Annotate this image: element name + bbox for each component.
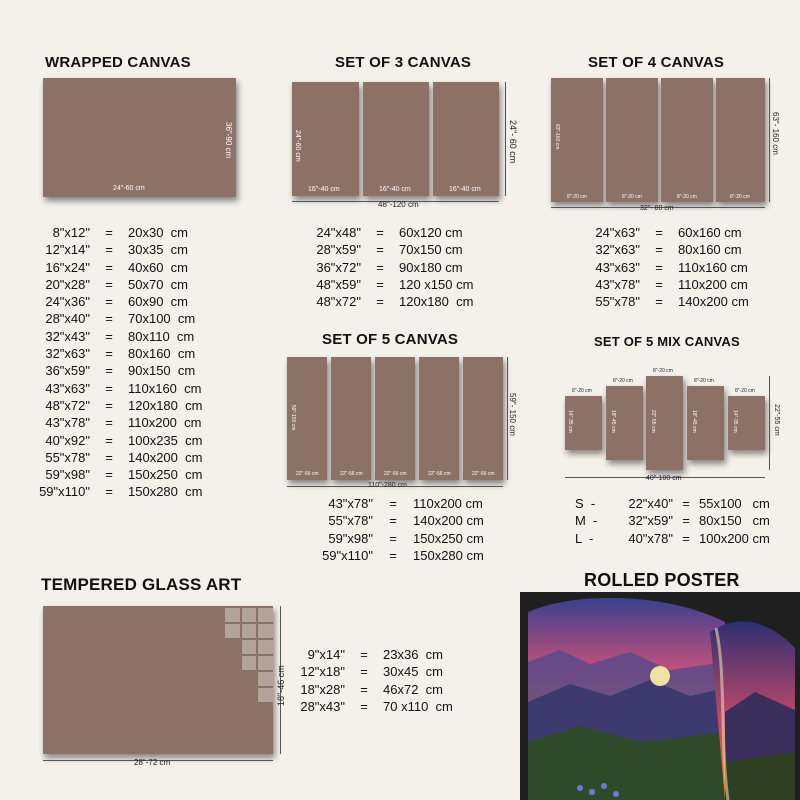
wrapped-size-cell: 150x280 cm bbox=[128, 484, 203, 500]
set5-size-row bbox=[311, 495, 513, 512]
mix5-p3-top: 8"-20 cm bbox=[653, 368, 673, 374]
glass-width-label: 28"-72 cm bbox=[134, 758, 171, 767]
wrapped-size-cell: 80x160 cm bbox=[128, 346, 196, 362]
wrapped-size-cell: = bbox=[105, 276, 113, 292]
wrapped-size-cell: 43"x78" bbox=[45, 415, 90, 431]
set5-height-label: 59"- 150 cm bbox=[508, 393, 517, 436]
wrapped-size-cell: 43"x63" bbox=[45, 380, 90, 396]
rolled-poster-image bbox=[520, 592, 800, 800]
glass-size-list bbox=[293, 646, 473, 715]
set5-size-cell: 140x200 cm bbox=[413, 513, 484, 529]
glass-reflection-grid bbox=[225, 608, 273, 702]
set5-panel-1 bbox=[287, 357, 327, 480]
glass-size-cell: 18"x28" bbox=[300, 681, 345, 697]
glass-size-cell: 46x72 cm bbox=[383, 681, 443, 697]
wrapped-size-cell: 110x200 cm bbox=[128, 415, 202, 431]
wrapped-size-cell: = bbox=[105, 311, 113, 327]
set3-size-cell: = bbox=[376, 259, 384, 275]
set5-panel-5-label: 22"-56 cm bbox=[472, 471, 495, 477]
wrapped-size-cell: = bbox=[105, 363, 113, 379]
set3-title: SET OF 3 CANVAS bbox=[335, 54, 472, 71]
set5-size-cell: = bbox=[389, 513, 397, 529]
set3-size-row bbox=[306, 224, 499, 241]
glass-height-label: 18"-46 cm bbox=[276, 665, 286, 706]
set3-panel-1-label: 16"-40 cm bbox=[308, 186, 340, 193]
wrapped-size-cell: 120x180 cm bbox=[128, 397, 203, 413]
set4-panel-2-label: 8"-20 cm bbox=[622, 194, 642, 200]
wrapped-size-row bbox=[38, 483, 218, 500]
wrapped-size-cell: 8"x12" bbox=[52, 225, 90, 240]
set4-panel-3 bbox=[661, 78, 713, 202]
wrapped-size-cell: 32"x43" bbox=[45, 328, 90, 344]
set4-panel-2 bbox=[606, 78, 658, 202]
set4-size-row bbox=[588, 293, 768, 310]
set4-height-line bbox=[769, 78, 770, 202]
glass-size-cell: = bbox=[360, 664, 368, 680]
wrapped-size-cell: 59"x110" bbox=[39, 484, 90, 500]
mix5-panel-4 bbox=[687, 378, 724, 460]
mix5-height-line bbox=[769, 376, 770, 470]
glass-size-cell: = bbox=[360, 681, 368, 697]
set4-size-cell: 43"x63" bbox=[595, 259, 640, 275]
wrapped-size-cell: = bbox=[105, 397, 113, 413]
set3-size-list bbox=[306, 224, 499, 310]
mix5-size-cell: S - bbox=[575, 496, 596, 511]
mix5-height-label: 22"-55 cm bbox=[773, 404, 780, 436]
glass-size-cell: 28"x43" bbox=[300, 698, 345, 714]
glass-size-row bbox=[293, 663, 473, 680]
wrapped-size-row bbox=[38, 241, 218, 258]
set4-size-cell: 110x160 cm bbox=[678, 259, 748, 275]
wrapped-canvas-panel bbox=[43, 78, 236, 197]
set4-size-cell: 60x160 cm bbox=[678, 225, 742, 240]
set5-size-cell: 150x280 cm bbox=[413, 547, 484, 563]
wrapped-size-cell: 60x90 cm bbox=[128, 294, 188, 310]
wrapped-size-cell: = bbox=[105, 346, 113, 362]
wrapped-size-cell: = bbox=[105, 415, 113, 431]
mix5-p1-side: 14"-35 cm bbox=[567, 410, 573, 433]
set4-height-label: 63"- 160 cm bbox=[771, 112, 780, 155]
mix5-width-label: 40"-100 cm bbox=[646, 475, 682, 482]
wrapped-size-cell: 12"x14" bbox=[45, 242, 90, 258]
set5-size-row bbox=[311, 512, 513, 529]
mix5-size-cell: = bbox=[682, 530, 690, 546]
mix5-size-cell: 80x150 cm bbox=[699, 513, 770, 529]
glass-size-cell: 9"x14" bbox=[307, 647, 345, 662]
wrapped-size-cell: 24"x36" bbox=[45, 294, 90, 310]
wrapped-size-cell: 70x100 cm bbox=[128, 311, 196, 327]
wrapped-size-cell: = bbox=[105, 380, 113, 396]
set5-size-cell: = bbox=[389, 547, 397, 563]
set5-size-cell: = bbox=[389, 496, 397, 511]
set5-panel-2-label: 22"-56 cm bbox=[340, 471, 363, 477]
set5-size-cell: 110x200 cm bbox=[413, 496, 483, 511]
poster-landscape-icon bbox=[520, 592, 800, 800]
set5-size-row bbox=[311, 547, 513, 564]
set3-size-cell: = bbox=[376, 294, 384, 310]
mix5-size-row bbox=[575, 495, 799, 512]
set4-panel-3-label: 8"-20 cm bbox=[677, 194, 697, 200]
poster-title: ROLLED POSTER bbox=[584, 570, 740, 590]
set5-width-label: 110"-280 cm bbox=[368, 482, 407, 489]
wrapped-size-cell: 140x200 cm bbox=[128, 449, 203, 465]
glass-size-row bbox=[293, 646, 473, 663]
wrapped-size-cell: = bbox=[105, 225, 113, 240]
mix5-p1-top: 8"-20 cm bbox=[572, 388, 592, 394]
set4-size-row bbox=[588, 259, 768, 276]
mix5-size-cell: = bbox=[682, 513, 690, 529]
wrapped-size-cell: = bbox=[105, 328, 113, 344]
mix5-size-cell: 55x100 cm bbox=[699, 496, 770, 511]
wrapped-size-cell: 110x160 cm bbox=[128, 380, 202, 396]
set3-size-cell: 90x180 cm bbox=[399, 259, 463, 275]
wrapped-size-row bbox=[38, 380, 218, 397]
set4-size-cell: 140x200 cm bbox=[678, 294, 749, 310]
mix5-title: SET OF 5 MIX CANVAS bbox=[594, 334, 740, 349]
set3-panel-2 bbox=[363, 82, 429, 196]
set4-size-cell: = bbox=[655, 259, 663, 275]
wrapped-canvas-title: WRAPPED CANVAS bbox=[45, 54, 191, 71]
set4-size-cell: = bbox=[655, 242, 663, 258]
wrapped-size-cell: 20x30 cm bbox=[128, 225, 188, 240]
mix5-size-row bbox=[575, 530, 799, 547]
set3-size-cell: = bbox=[376, 225, 384, 240]
mix5-size-cell: 40"x78" bbox=[628, 530, 673, 546]
set4-size-row bbox=[588, 276, 768, 293]
mix5-size-cell: M - bbox=[575, 513, 598, 529]
wrapped-size-cell: = bbox=[105, 242, 113, 258]
wrapped-size-cell: 100x235 cm bbox=[128, 432, 203, 448]
wrapped-size-cell: 28"x40" bbox=[45, 311, 90, 327]
set4-size-cell: = bbox=[655, 294, 663, 310]
wrapped-size-row bbox=[38, 276, 218, 293]
mix5-size-cell: L - bbox=[575, 530, 594, 546]
set5-size-cell: 59"x110" bbox=[322, 547, 373, 563]
wrapped-size-list bbox=[38, 224, 218, 501]
wrapped-size-cell: 59"x98" bbox=[45, 467, 90, 483]
set5-size-list bbox=[311, 495, 513, 564]
wrapped-size-cell: 90x150 cm bbox=[128, 363, 196, 379]
mix5-p5-top: 8"-20 cm bbox=[735, 388, 755, 394]
set4-size-row bbox=[588, 224, 768, 241]
set3-height-label: 24"- 60 cm bbox=[508, 120, 518, 164]
set3-panel-1 bbox=[292, 82, 359, 196]
set5-panel-3-label: 22"-56 cm bbox=[384, 471, 407, 477]
mix5-p5-side: 14"-35 cm bbox=[732, 410, 738, 433]
set5-size-cell: = bbox=[389, 530, 397, 546]
mix5-p2-top: 8"-20 cm bbox=[613, 378, 633, 384]
set5-size-cell: 59"x98" bbox=[328, 530, 373, 546]
set3-panel-3-label: 16"-40 cm bbox=[449, 186, 481, 193]
wrapped-size-cell: 36"x59" bbox=[45, 363, 90, 379]
wrapped-size-cell: 150x250 cm bbox=[128, 467, 203, 483]
wrapped-size-cell: 20"x28" bbox=[45, 276, 90, 292]
set3-size-row bbox=[306, 293, 499, 310]
mix5-p4-side: 18"-45 cm bbox=[691, 410, 697, 433]
wrapped-size-row bbox=[38, 432, 218, 449]
set3-size-cell: 48"x72" bbox=[316, 294, 361, 310]
set4-size-cell: = bbox=[655, 276, 663, 292]
set5-size-cell: 43"x78" bbox=[328, 496, 373, 511]
set3-panel-2-label: 16"-40 cm bbox=[379, 186, 411, 193]
wrapped-size-row bbox=[38, 449, 218, 466]
set5-panel-3 bbox=[375, 357, 415, 480]
set4-size-cell: 80x160 cm bbox=[678, 242, 742, 258]
mix5-size-cell: 32"x59" bbox=[628, 513, 673, 529]
glass-size-cell: 12"x18" bbox=[300, 664, 345, 680]
mix5-panel-5 bbox=[728, 388, 765, 450]
set5-panel-1-label: 22"-56 cm bbox=[296, 471, 319, 477]
wrapped-size-cell: 50x70 cm bbox=[128, 276, 188, 292]
set5-panel-4-label: 22"-56 cm bbox=[428, 471, 451, 477]
wrapped-size-cell: = bbox=[105, 294, 113, 310]
wrapped-size-cell: = bbox=[105, 449, 113, 465]
mix5-size-row bbox=[575, 512, 799, 529]
set3-size-row bbox=[306, 259, 499, 276]
mix5-panel-1 bbox=[565, 388, 602, 450]
wrapped-size-cell: 40x60 cm bbox=[128, 259, 188, 275]
mix5-size-cell: = bbox=[682, 496, 690, 511]
wrapped-width-label: 24"-60 cm bbox=[113, 185, 145, 192]
set5-size-row bbox=[311, 530, 513, 547]
set4-size-cell: 55"x78" bbox=[595, 294, 640, 310]
mix5-size-cell: 22"x40" bbox=[628, 496, 673, 511]
set4-panel-1-label: 8"-20 cm bbox=[567, 194, 587, 200]
mix5-panel-2 bbox=[606, 378, 643, 460]
wrapped-size-cell: 32"x63" bbox=[45, 346, 90, 362]
wrapped-size-row bbox=[38, 310, 218, 327]
set4-size-cell: 110x200 cm bbox=[678, 276, 748, 292]
set3-size-cell: = bbox=[376, 276, 384, 292]
set4-size-cell: 43"x78" bbox=[595, 276, 640, 292]
set3-size-cell: 24"x48" bbox=[316, 225, 361, 240]
set5-size-cell: 55"x78" bbox=[328, 513, 373, 529]
set4-panel-4 bbox=[716, 78, 765, 202]
mix5-p3-side: 22"-55 cm bbox=[650, 410, 656, 433]
mix5-size-list bbox=[575, 495, 799, 547]
wrapped-size-cell: 48"x72" bbox=[45, 397, 90, 413]
wrapped-size-cell: 30x35 cm bbox=[128, 242, 188, 258]
set3-width-label: 48"-120 cm bbox=[378, 200, 419, 209]
set4-size-list bbox=[588, 224, 768, 310]
set4-panel-4-label: 8"-20 cm bbox=[730, 194, 750, 200]
glass-title: TEMPERED GLASS ART bbox=[41, 575, 242, 594]
set5-size-cell: 150x250 cm bbox=[413, 530, 484, 546]
glass-size-cell: 23x36 cm bbox=[383, 647, 443, 662]
wrapped-size-cell: = bbox=[105, 259, 113, 275]
wrapped-size-row bbox=[38, 224, 218, 241]
mix5-size-cell: 100x200 cm bbox=[699, 530, 770, 546]
set3-size-cell: 60x120 cm bbox=[399, 225, 463, 240]
wrapped-size-cell: 55"x78" bbox=[45, 449, 90, 465]
mix5-p4-top: 8"-20 cm bbox=[694, 378, 714, 384]
set5-title: SET OF 5 CANVAS bbox=[322, 331, 459, 348]
set3-panel-3 bbox=[433, 82, 499, 196]
set5-panel-2 bbox=[331, 357, 371, 480]
wrapped-size-row bbox=[38, 397, 218, 414]
set3-size-row bbox=[306, 276, 499, 293]
glass-size-cell: 70 x110 cm bbox=[383, 698, 453, 714]
glass-size-cell: = bbox=[360, 698, 368, 714]
set3-size-cell: 28"x59" bbox=[316, 242, 361, 258]
set3-size-cell: 120 x150 cm bbox=[399, 276, 474, 292]
set3-height-line bbox=[505, 82, 506, 196]
wrapped-size-cell: 40"x92" bbox=[45, 432, 90, 448]
wrapped-size-cell: = bbox=[105, 467, 113, 483]
set3-size-cell: = bbox=[376, 242, 384, 258]
set4-size-cell: 32"x63" bbox=[595, 242, 640, 258]
wrapped-height-label: 36"-90 cm bbox=[224, 122, 233, 159]
wrapped-size-row bbox=[38, 362, 218, 379]
wrapped-size-row bbox=[38, 466, 218, 483]
set5-panel-4 bbox=[419, 357, 459, 480]
glass-size-cell: 30x45 cm bbox=[383, 664, 443, 680]
set5-panel-5 bbox=[463, 357, 503, 480]
mix5-p2-side: 18"-45 cm bbox=[610, 410, 616, 433]
glass-size-row bbox=[293, 698, 473, 715]
wrapped-size-cell: 80x110 cm bbox=[128, 328, 195, 344]
set5-side-label: 59"-150 cm bbox=[290, 405, 296, 431]
set4-width-label: 32"- 80 cm bbox=[640, 205, 674, 212]
wrapped-size-row bbox=[38, 259, 218, 276]
wrapped-size-row bbox=[38, 345, 218, 362]
set4-panel-1 bbox=[551, 78, 603, 202]
set4-size-row bbox=[588, 241, 768, 258]
set3-size-cell: 36"x72" bbox=[316, 259, 361, 275]
set3-size-row bbox=[306, 241, 499, 258]
set3-size-cell: 70x150 cm bbox=[399, 242, 463, 258]
wrapped-size-cell: 16"x24" bbox=[45, 259, 90, 275]
wrapped-size-row bbox=[38, 293, 218, 310]
glass-size-row bbox=[293, 681, 473, 698]
set4-size-cell: = bbox=[655, 225, 663, 240]
wrapped-size-cell: = bbox=[105, 484, 113, 500]
wrapped-size-row bbox=[38, 414, 218, 431]
set3-side-label: 24"-60 cm bbox=[294, 130, 301, 162]
wrapped-size-row bbox=[38, 328, 218, 345]
set3-size-cell: 48"x59" bbox=[316, 276, 361, 292]
set4-size-cell: 24"x63" bbox=[595, 225, 640, 240]
glass-size-cell: = bbox=[360, 647, 368, 662]
set3-size-cell: 120x180 cm bbox=[399, 294, 474, 310]
set4-title: SET OF 4 CANVAS bbox=[588, 54, 725, 71]
set4-side-label: 63"-160 cm bbox=[554, 124, 560, 150]
mix5-panel-3 bbox=[646, 368, 683, 470]
wrapped-size-cell: = bbox=[105, 432, 113, 448]
